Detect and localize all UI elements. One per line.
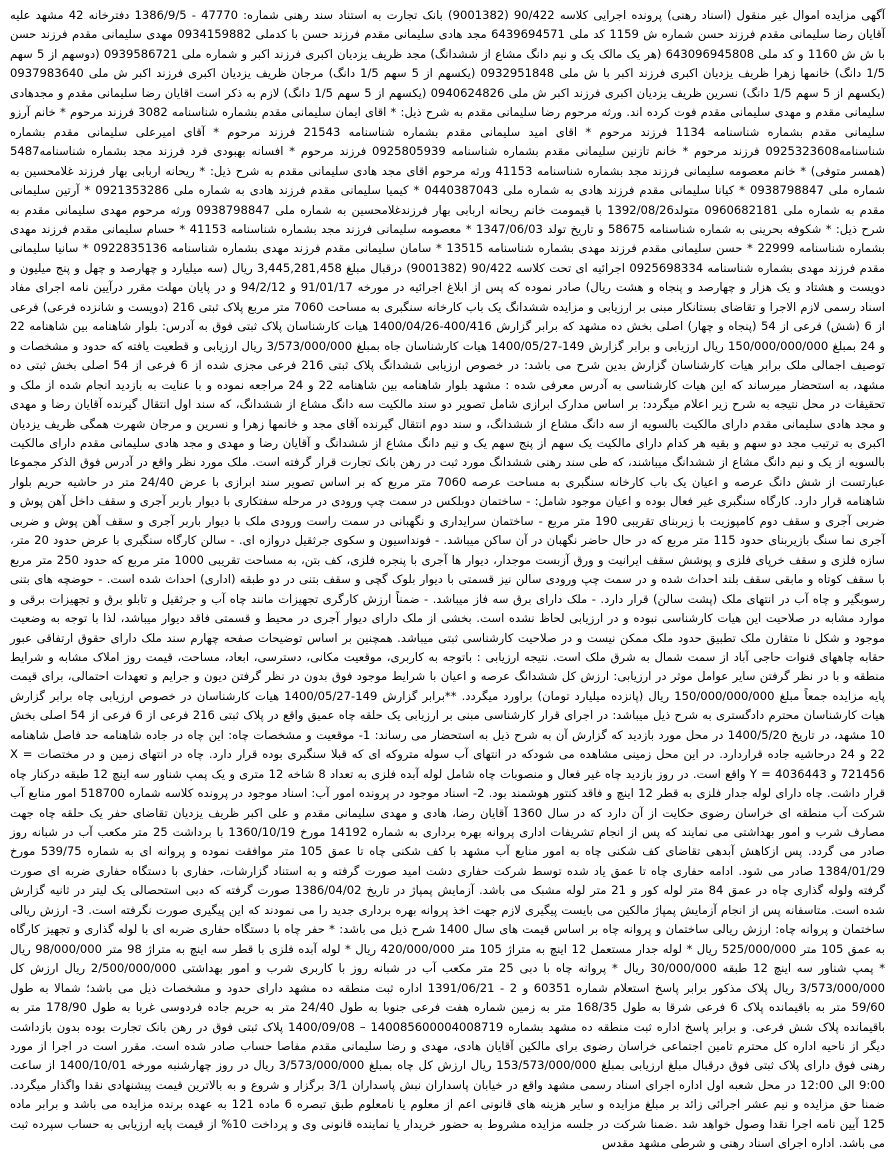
notice-body-text: آگهی مزایده اموال غیر منقول (اسناد رهنی) پرونده اجرایی کلاسه 90/422 (9001382) بانک تجارت به استناد سند رهنی شماره: 47770 - 1386/9/5 دفترخانه 42 مشهد علیه آقایان رضا سلیمانی مقدم فرزند حسن شماره ش 1159 کد ملی 6439694571 مجد هادی سلیمانی مقدم فرزند حسن با کدملی 0934159882 مهدی سلیمانی مقدم فرزند حسن با ش ش 1160 و کد ملی 643096945808 (هر یک مالک یک و نیم دانگ مشاع از ششدانگ) مجد ظریف یزدیان اکبری فرزند اکبر و شماره ملی 0939586721 (دوسهم از 5 سهم 1/5 دانگ) خانمها زهرا ظریف یزدیان اکبری فرزند اکبر با ش ملی 0932951848 (یکسهم از 5 سهم 1/5 دانگ) مرجان ظریف یزدیان اکبری فرزند اکبر ش ملی 0937983640 (یکسهم از 5 سهم 1/5 دانگ) نسرین ظریف یزدیان اکبری فرزند اکبر ش ملی 0940624826 (یکسهم از 5 سهم 1/5 دانگ) لازم به ذکر است اقایان رضا سلیمانی مقدم و مجدهادی سلیمانی مقدم و مهدی سلیمانی مقدم فوت کرده اند. ورثه مرحوم رضا سلیمانی مقدم به شرح ذیل: * اقای ایمان سلیمانی مقدم بشماره شناسنامه 3082 فرزند مرحوم * خانم آرزو سلیمانی مقدم بشماره شناسنامه 1134 فرزند مرحوم * اقای امید سلیمانی مقدم بشماره شناسنامه 21543 فرزند مرحوم * آقای امیرعلی سلیمانی مقدم بشماره شناسنامه0925323608 فرزند مرحوم * خانم تازنین سلیمانی مقدم بشماره شناسنامه 0925805939 فرزند مرحوم * افسانه بهبودی فرد فرزند مجد بشماره شناسنامه5487 (همسر متوفی) * خانم معصومه سلیمانی فرزند مجد بشماره شناسنامه 41153 ورثه مرحوم اقای مجد هادی سلیمانی مقدم به شرح ذیل: * ریحانه اربابی بهار فرزند غلامحسین به شماره ملی 0938798847 * کیانا سلیمانی مقدم فرزند هادی به شماره ملی 0440387043 * کیمیا سلیمانی مقدم فرزند هادی به شماره ملی 0921353286 * آرتین سلیمانی مقدم به شماره ملی 0960682181 متولد1392/08/26 با قیمومت خانم ریحانه اربابی بهار فرزندغلامحسین به شماره ملی 0938798847 ورثه مرحوم مهدی سلیمانی مقدم به شرح ذیل: * شکوفه بحرینی به شماره شناسنامه 58675 و تاریخ تولد 1347/06/03 * معصومه سلیمانی فرزند مجد بشماره شناسنامه 41153 * حسام سلیمانی مقدم فرزند مهدی بشماره شناسنامه 22999 * حسن سلیمانی مقدم فرزند مهدی بشماره شناسنامه 13515 * سامان سلیمانی مقدم فرزند مهدی بشماره شناسنامه 0922835136 * سانیا سلیمانی مقدم فرزند مهدی بشماره شناسنامه 0925698334 اجرائیه ای تحت کلاسه 90/422 (9001382) درقبال مبلغ 3,445,281,458 ریال (سه میلیارد و چهارصد و چهل و پنج میلیون و دویست و هشتاد و یک هزار و چهارصد و پنجاه و هشت ریال) صادر نموده که پس از ابلاغ اجرائیه در مورخه 91/01/17 و 94/2/12 و در پایان مهلت مقرر درآیین نامه اجرای مفاد اسناد رسمی لازم الاجرا و تقاضای بستانکار مبنی بر ارزیابی و مزایده ششدانگ یک باب کارخانه سنگبری به مساحت 7060 متر مربع پلاک ثبتی 216 (دویست و شانزده فرعی) فرعی از 6 (شش) فرعی از 54 (پنجاه و چهار) اصلی بخش ده مشهد که برابر گزارش 400/416-1400/04/26 هیات کارشناسان پلاک ثبتی فوق به آدرس: بلوار شاهنامه بین شاهنامه 22 و 24 بمبلغ 150/000/000/000 ریال ارزیابی و برابر گزارش 149-1400/05/27 هیات کارشناسان جاه بمبلغ 3/573/000/000 ریال ارزیابی و قطعیت یافته که حدود و مشخصات و توصیف اجمالی ملک برابر هیات کارشناسان گزارش بدین شرح می باشد: در خصوص ارزیابی ششدانگ پلاک ثبتی 216 فرعی مجزی شده از 6 فرعی از 54 اصلی بخش ثبتی ده مشهد، به استحضار میرساند که این هیات کارشناسی به آدرس معرفی شده : مشهد بلوار شاهنامه بین شاهنامه 22 و 24 مراجعه نموده و با عنایت به بازدید انجام شده از ملک و تحقیقات در محل نتیجه به شرح زیر اعلام میگردد: بر اساس مدارک ابرازی شامل تصویر دو سند مالکیت سه دانگ مشاع از ششدانگ، که سند اول انتقال گیرنده آقایان رضا و مهدی و مجد هادی سلیمانی مقدم دارای مالکیت بالسویه از سه دانگ مشاع از ششدانگ، و سند دوم انتقال گیرنده آقای مجد و خانمها زهرا و نسرین و مرجان شهرت همگی ظریف یزدیان اکبری به ترتیب مجد دو سهم و بقیه هر کدام دارای مالکیت یک سهم از پنج سهم یک و نیم دانگ مشاع از ششدانگ و آقایان رضا و مهدی و مجد هادی سلیمانی مقدم دارای مالکیت بالسویه از یک و نیم دانگ مشاع از ششدانگ میباشند، که طی سند رهنی ششدانگ مورد ثبت در رهن بانک تجارت قرار گرفته است. ملک مورد نظر واقع در آدرس فوق الذکر مجموعا عبارتست از شش دانگ عرصه و اعیان یک باب کارخانه سنگبری به مساحت عرصه 7060 متر مربع که بر اساس تصویر سند ابرازی با عرض 24/40 متر در حاشیه حریم بلوار شاهنامه قرار دارد. کارگاه سنگبری غیر فعال بوده و اعیان موجود شامل: - ساختمان دوبلکس در سمت چپ ورودی در مرحله سفتکاری با دیوار باربر آجری و سقف داخل آهن پوش و ضربی آجری و سقف دوم کامپوزیت با زیربنای تقریبی 190 متر مربع - ساختمان سرایداری و نگهبانی در سمت راست ورودی ملک با دیوار باربر آجری و سقف آهن پوش و ضربی آجری نما سنگ بازیربنای حدود 115 متر مربع که در حال حاضر نگهبان در آن ساکن میباشد. - فونداسیون و سکوی جرثقیل دروازه ای. - سالن کارگاه سنگبری با عرض حدود 20 متر، سازه فلزی و سقف خرپای فلزی و پوشش سقف ایرانیت و ورق آزبست موجدار، دیوار ها آجری با پنجره فلزی، کف بتن، به مساحت تقریبی 1000 متر مربع که حدود 250 متر مربع با سقف کوتاه و مابقی سقف بلند احداث شده و در سمت چپ ورودی سالن نیز قسمتی با دیوار بلوک گچی و سقف بتنی در دو طبقه (اداری) احداث شده است. - حوضچه های بتنی رسوبگیر و چاه آب در انتهای ملک (پشت سالن) قرار دارد. - ملک دارای برق سه فاز میباشد. - ضمناً ارزش کارگری تجهیزات مانند چاه آب و جرثقیل و تابلو برق و تجهیزات برقی و موارد مشابه در صلاحیت این هیات کارشناسی نبوده و در ارزیابی لحاظ نشده است. بخشی از ملک دارای دیوار آجری در محیط و قسمتی فاقد دیوار میباشد، لذا با توجه به وضعیت موجود و شکل نا متقارن ملک تطبیق حدود ملک ممکن نیست و در صلاحیت کارشناسی ثبتی میباشد. همچنین بر اساس توضیحات صفحه چهارم سند ملک دارای حقوق ارتفاقی عبور حقابه چاههای قنوات حاجی آباد از سمت شمال به شرق ملک است. نتیجه ارزیابی : باتوجه به کاربری، موقعیت مکانی، دسترسی، ابعاد، مساحت، قیمت روز املاک مشابه و شرایط منطقه و با در نظر گرفتن سایر عوامل موثر در ارزیابی: ارزش کل ششدانگ عرصه و اعیان با شرایط موجود فوق بدون در نظر گرفتن دیون و جرایم و تعهدات احتمالی، برای قیمت پایه مزایده جمعاً مبلغ 150/000/000/000 ریال (پانزده میلیارد تومان) براورد میگردد. **برابر گزارش 149-1400/05/27 هیات کارشناسان در خصوص ارزیابی چاه برابر گزارش هیات کارشناسان محترم دادگستری به شرح ذیل میباشد: در اجرای قرار کارشناسی مبنی بر ارزیابی یک حلقه چاه عمیق واقع در پلاک ثبتی 216 فرعی از 6 فرعی از 54 اصلی بخش 10 مشهد، در تاریخ 1400/5/20 در محل مورد بازدید که گزارش آن به شرح ذیل به استحضار می رساند: 1- موقعیت و مشخصات چاه: این چاه در جاده شاهنامه حد فاصل شاهنامه 22 و 24 درحاشیه جاده قراردارد. در این محل زمینی مشاهده می شودکه در انتهای آب سوله متروکه ای که قبلا سنگبری بوده قرار دارد. چاه در انتهای زمین و در مختصات X = 721456 و Y = 4036443 واقع است. در روز بازدید چاه غیر فعال و منصوبات چاه شامل لوله آبده فلزی به تعداد 8 شاخه 12 متری و یک پمپ شناور سه اینچ 12 طبقه درکنار چاه قرار داشت. چاه دارای لوله جدار فلزی به قطر 12 اینچ و فاقد کنتور هوشمند بود. 2- اسناد موجود در پرونده امور آب: اسناد موجود در پرونده کلاسه شماره 518700 امور منابع آب شرکت آب منطقه ای خراسان رضوی حکایت از آن دارد که در سال 1360 آقایان رضا، هادی و مهدی سلیمانی مقدم و علی اکبر ظریف یزدیان تقاضای حفر یک حلقه چاه جهت مصارف شرب و امور بهداشتی می نمایند که پس از انجام تشریفات اداری پروانه بهره برداری به شماره 14192 مورخ 1360/10/19 با برداشت 25 متر مکعب آب در شبانه روز صادر می گردد. پس ازکاهش آبدهی تقاضای کف شکنی چاه به امور منابع آب مشهد با کف شکنی چاه تا عمق 105 متر موافقت نموده و پروانه ای به شماره 539/75 مورخ 1384/01/29 صادر می شود. ادامه حفاری چاه تا عمق یاد شده توسط شرکت حفاری دشت امید صورت گرفته و به استناد گزارشات، حفاری با دستگاه حفاری ضربه ای صورت گرفته ولوله گذاری چاه در عمق 84 متر لوله کور و 21 متر لوله مشبک می باشد. آزمایش پمپاژ در تاریخ 1386/04/02 صورت گرفته که دبی استحصالی یک لیتر در ثانیه گزارش شده است. متاسفانه پس از انجام آزمایش پمپاژ مالکین می بایست پیگیری لازم جهت اخذ پروانه بهره برداری جدید را می نمودند که این پیگیری صورت نگرفته است. 3- ارزش ریالی ساختمان و پروانه چاه: ارزش ریالی ساختمان و پروانه چاه بر اساس قیمت های سال 1400 شرح ذیل می باشد: * حفر چاه با دستگاه حفاری ضربه ای با لوله گذاری و تجهیز کارگاه به عمق 105 متر 525/000/000 ریال * لوله جدار مستعمل 12 اینچ به متراژ 105 متر 420/000/000 ریال * لوله آبده فلزی با قطر سه اینچ به متراژ 98 متر 98/000/000 ریال * پمپ شناور سه اینچ 12 طبقه 30/000/000 ریال * پروانه چاه با دبی 25 متر مکعب آب در شبانه روز با کاربری شرب و امور بهداشتی 2/500/000/000 ریال ارزش کل 3/573/000/000 ریال پلاک مذکور برابر پاسخ استعلام شماره 60351 و 2 - 1391/06/21 اداره ثبت منطقه ده مشهد دارای حدود و مشخصات ذیل می باشد؛ شمالا به طول 59/60 متر به باقیمانده پلاک 6 فرعی شرقا به طول 168/35 متر به زمین شماره هفت فرعی جنوبا به طول 24/40 متر به حریم جاده فردوسی غربا به طول 178/90 متر به باقیمانده پلاک شش فرعی. و برابر پاسخ اداره ثبت منطقه ده مشهد بشماره 140085600004008719 – 1400/09/08 پلاک ثبتی فوق در رهن بانک تجارت بوده بدون بازداشت دیگر از ناحیه اداره کل محترم تامین اجتماعی خراسان رضوی برای مالکین آقایان هادی، مهدی و رضا سلیمانی مقدم مفاصا حساب صادر شده است. مقرر است در اجرا از مورد رهنی فوق دارای پلاک ثبتی فوق درقبال مبلغ ارزیابی بمبلغ 153/573/000/000 ریال ارزش کل چاه بمبلغ 3/573/000/000 ریال در روز چهارشنبه مورخه 1400/10/01 از ساعت 9:00 الی 12:00 در محل شعبه اول اداره اجرای اسناد رسمی مشهد واقع در خیابان پاسداران نبش پاسداران 3/1 برگزار و شروع و به بالاترین قیمت پیشنهادی نقدا واگذار میگردد. ضمنا حق مزایده و نیم عشر اجرائی زائد بر مبلغ مزایده و سایر هزینه های قانونی اعم از معلوم یا نامعلوم طبق تبصره 6 ماده 121 به عهده برنده مزایده می باشد و برابر ماده 125 آیین نامه اجرا نقدا وصول خواهد شد .ضمنا شرکت در جلسه مزایده مشروط به حضور خریدار یا نماینده قانونی وی و پرداخت 10% از قیمت پایه ارزیابی به حساب سپرده ثبت می باشد. اداره اجرای اسناد رهنی و شرطی مشهد مقدس — [10, 8, 886, 1151]
